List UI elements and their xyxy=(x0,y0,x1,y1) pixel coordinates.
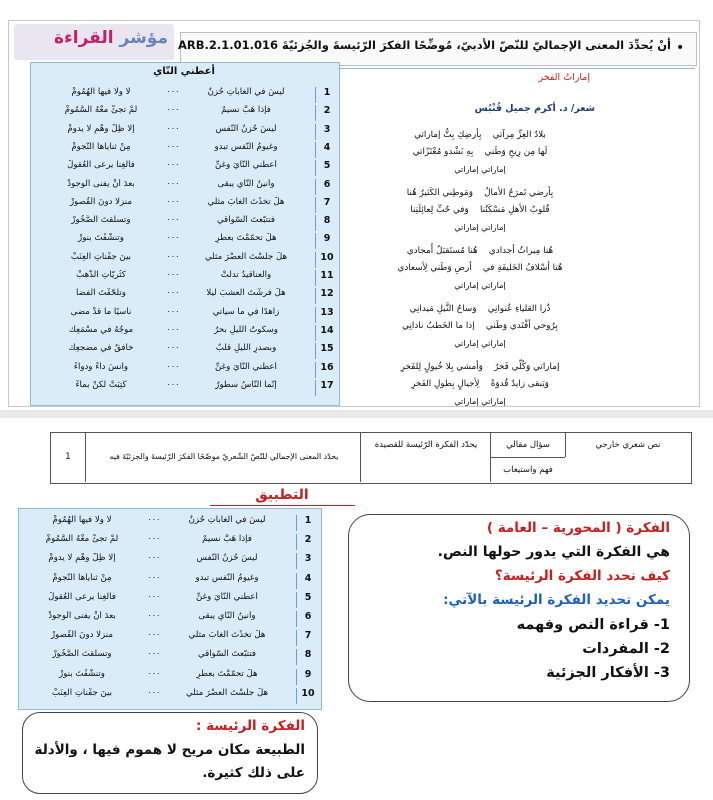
idea-step-1: 1- قراءة النص وفهمه xyxy=(516,617,670,633)
verse-divider xyxy=(296,553,297,569)
verse-first-hemistich: وَيَبقى زايدٌ قُدوَةً xyxy=(490,379,549,389)
table-skill: فهم واستيعاب xyxy=(503,465,553,475)
verse-divider xyxy=(296,630,297,646)
verse-divider xyxy=(315,160,316,176)
poem-table-bottom xyxy=(18,508,322,710)
verse-second-hemistich: فالغِنا يرعى العُقولْ xyxy=(67,160,135,171)
hemistich-separator: ٠٠٠ xyxy=(166,251,180,261)
refrain-text: إماراتي إماراتي xyxy=(454,164,506,174)
hemistich-separator: ٠٠٠ xyxy=(147,630,161,640)
verse-divider xyxy=(315,233,316,249)
hemistich-separator: ٠٠٠ xyxy=(147,572,161,582)
table-question-type: سؤال مقالي xyxy=(506,440,550,450)
idea-step-2: 2- المفردات xyxy=(582,641,670,657)
verse-second-hemistich: وَمَوطِني الكَثيرُ هُنا xyxy=(406,188,473,198)
anthem-verse xyxy=(350,205,610,215)
verse-first-hemistich: وأنينُ النّايِ يبقى xyxy=(198,611,256,621)
hemistich-separator: ٠٠٠ xyxy=(166,123,180,133)
verse-divider xyxy=(296,688,297,704)
verse-first-hemistich: هلْ تخذْتَ الغابَ مثلي xyxy=(207,196,285,207)
verse-second-hemistich: إذا ما الخَطبُ نادانِي xyxy=(402,321,475,331)
verse-number: 5 xyxy=(323,160,331,172)
table-outcome: يحدّد المعنى الإجمالي للنّصّ الشّعريّ موضّحًا الفكرَ الرّئيسةَ والجزئيّةَ فيه xyxy=(109,452,339,461)
idea-definition: هي الفكرة التي يدور حولها النص. xyxy=(437,544,670,560)
verse-first-hemistich: بِرُوحي أفْتَدي وَطَني xyxy=(485,321,558,331)
table-task: يحدّد الفكرة الرّئيسة للقصيدة xyxy=(374,440,478,450)
verse-second-hemistich: وَأمشي بِلا خُيولٍ لِلفَخرِ xyxy=(400,362,483,372)
verse-first-hemistich: ليسَ حُزنُ النّفسِ xyxy=(215,123,277,134)
poem-row xyxy=(36,124,334,141)
table-divider xyxy=(490,457,565,458)
anthem-verse xyxy=(350,246,610,256)
verse-first-hemistich: وسكوتُ اللّيلِ بحرٌ xyxy=(214,324,278,335)
verse-first-hemistich: قُلوبُ الأهلِ مَسْكَنُنا xyxy=(479,205,550,215)
verse-first-hemistich: فإذا هَبَّ نسيمٌ xyxy=(202,534,252,545)
verse-first-hemistich: أعطني النّايَ وغنِّ xyxy=(215,160,277,171)
verse-divider xyxy=(315,362,316,378)
badge-word-reading: القراءة xyxy=(54,28,114,48)
verse-second-hemistich: بعدَ أنْ يفنى الوجودْ xyxy=(67,178,135,189)
poem-row xyxy=(23,611,315,628)
hemistich-separator: ٠٠٠ xyxy=(147,591,161,601)
verse-second-hemistich: لا ولا فيها الهُمُومْ xyxy=(52,515,112,525)
verse-number: 9 xyxy=(304,668,312,680)
anthem-refrain xyxy=(390,280,570,290)
hemistich-separator: ٠٠٠ xyxy=(166,196,180,206)
poem-row xyxy=(36,343,334,360)
poem-row xyxy=(23,553,315,570)
hemistich-separator: ٠٠٠ xyxy=(147,687,161,697)
verse-second-hemistich: وتسلّقتَ الصُّخُورْ xyxy=(71,215,131,226)
verse-first-hemistich: ليسَ في الغاباتِ حُزنٌ xyxy=(188,515,266,525)
verse-second-hemistich: وانسَ داءً ودواءْ xyxy=(73,361,129,372)
poem-row xyxy=(36,87,334,104)
outcome-code: ARB.2.1.01.016 xyxy=(177,38,278,52)
anthem-verse xyxy=(350,147,610,157)
verse-second-hemistich: مِنْ ثناياها النُّجومْ xyxy=(71,141,131,152)
verse-divider xyxy=(315,179,316,195)
verse-number: 6 xyxy=(323,178,331,190)
verse-number: 8 xyxy=(323,215,331,227)
hemistich-separator: ٠٠٠ xyxy=(166,160,180,170)
poem-row xyxy=(36,197,334,214)
hemistich-separator: ٠٠٠ xyxy=(147,611,161,620)
poem-row xyxy=(36,233,334,250)
verse-first-hemistich: بِأرضي تَمرَحُ الأمالُ xyxy=(484,188,554,198)
anthem-verse xyxy=(350,130,610,140)
verse-number: 6 xyxy=(304,611,312,622)
table-row-number: 1 xyxy=(65,452,71,462)
poem-row xyxy=(36,362,334,379)
verse-divider xyxy=(296,669,297,685)
verse-second-hemistich: وَساحُ النَّيلِ مَيدانِي xyxy=(409,304,477,314)
verse-second-hemistich: بينَ جفْناتِ العِنَبْ xyxy=(51,687,113,698)
verse-number: 8 xyxy=(304,649,312,661)
poem-row xyxy=(36,142,334,159)
verse-second-hemistich: وَفي حُبِّ لِعائِلَتِنا xyxy=(410,205,469,215)
verse-second-hemistich: كثُريّاتِ الذّهبْ xyxy=(76,270,126,280)
verse-first-hemistich: ليسَ في الغاباتِ حُزنٌ xyxy=(207,87,285,97)
verse-number: 14 xyxy=(320,324,334,336)
verse-number: 7 xyxy=(323,196,331,208)
hemistich-separator: ٠٠٠ xyxy=(166,379,180,389)
verse-first-hemistich: وبصدرِ اللّيلِ قلبٌ xyxy=(215,343,277,354)
verse-divider xyxy=(315,105,316,121)
badge-word-indicator: مؤشر xyxy=(119,28,168,48)
verse-first-hemistich: فإذا هَبَّ نسيمٌ xyxy=(221,105,271,116)
verse-divider xyxy=(296,534,297,550)
main-idea-text-line1: الطبيعة مكان مريح لا هموم فيها ، والأدلة xyxy=(34,742,305,758)
verse-second-hemistich: لمْ تجئْ معْهُ السُّمُومْ xyxy=(64,105,138,116)
verse-divider xyxy=(296,592,297,608)
verse-divider xyxy=(315,142,316,158)
poem-row xyxy=(36,252,334,269)
application-title: التطبيق xyxy=(255,487,309,503)
anthem-refrain xyxy=(390,164,570,174)
poem-row xyxy=(36,160,334,177)
verse-first-hemistich: هلْ جلسْتَ العصْرَ مثلي xyxy=(204,251,288,262)
verse-number: 16 xyxy=(320,361,334,373)
verse-number: 7 xyxy=(304,630,312,642)
verse-second-hemistich: منزلًا دونَ القُصورْ xyxy=(51,630,113,641)
idea-method-intro: يمكن تحديد الفكرة الرئيسة بالآتي: xyxy=(443,592,670,608)
hemistich-separator: ٠٠٠ xyxy=(147,515,161,524)
anthem-refrain xyxy=(390,396,570,406)
verse-first-hemistich: لَها مِن رِيحِ وَطَني xyxy=(484,147,548,157)
main-idea-text-line2: على ذلك كثيرة. xyxy=(202,765,305,781)
refrain-text: إماراتي إماراتي xyxy=(454,222,506,232)
verse-divider xyxy=(296,573,297,589)
verse-number: 3 xyxy=(323,123,331,135)
reading-indicator-title xyxy=(18,28,168,48)
verse-second-hemistich: مِنْ ثناياها النُّجومْ xyxy=(52,572,112,583)
anthem-verse xyxy=(350,321,610,331)
verse-first-hemistich: هلْ تخذْتَ الغابَ مثلي xyxy=(188,630,266,641)
refrain-text: إماراتي إماراتي xyxy=(454,280,506,290)
hemistich-separator: ٠٠٠ xyxy=(166,141,180,151)
verse-first-hemistich: فتتبّعتَ السّواقي xyxy=(217,215,275,226)
poem-row xyxy=(36,270,334,287)
idea-step-3: 3- الأفكار الجزئية xyxy=(546,665,670,681)
poem-row xyxy=(36,380,334,397)
verse-first-hemistich: والعناقيدُ تدلّتْ xyxy=(220,270,272,280)
verse-divider xyxy=(315,87,316,103)
verse-second-hemistich: خافقٌ في مضجعِكْ xyxy=(68,343,134,354)
verse-first-hemistich: أعطني النّايَ وغنِّ xyxy=(196,591,258,602)
poem-row xyxy=(23,515,315,532)
hemistich-separator: ٠٠٠ xyxy=(147,534,161,544)
poem-row xyxy=(23,592,315,609)
verse-first-hemistich: هلْ فرشْتَ العشبَ ليلًا xyxy=(206,288,286,299)
anthem-verse xyxy=(350,188,610,198)
outcome-statement: أنْ يُحدِّدَ المعنى الإجماليّ للنّصّ الأدبيّ، مُوضِّحًا الفكرَ الرّئيسةَ والجُزئيّةَ xyxy=(282,38,671,52)
table-text-type: نص شعري خارجي xyxy=(595,440,661,450)
main-idea-label: الفكرة الرئيسة : xyxy=(195,718,305,734)
verse-number: 4 xyxy=(304,572,312,584)
verse-first-hemistich: فتتبّعتَ السّواقي xyxy=(198,649,256,660)
verse-first-hemistich: بلادُ العِزِّ مِرآتي xyxy=(492,130,546,140)
verse-number: 17 xyxy=(320,379,334,391)
verse-first-hemistich: هلْ جلسْتَ العصْرَ مثلي xyxy=(185,687,269,698)
hemistich-separator: ٠٠٠ xyxy=(166,87,180,96)
verse-second-hemistich: وتنشّفْتَ بنورْ xyxy=(59,668,105,679)
verse-second-hemistich: لا ولا فيها الهُمُومْ xyxy=(71,87,131,97)
verse-divider xyxy=(315,197,316,213)
verse-divider xyxy=(315,343,316,359)
verse-divider xyxy=(296,649,297,665)
verse-second-hemistich: بِأرضِكِ بِتُّ إماراتي xyxy=(414,130,482,140)
verse-first-hemistich: إماراتي وَكُلّي فَخرٌ xyxy=(494,362,560,372)
table-divider xyxy=(85,432,86,482)
hemistich-separator: ٠٠٠ xyxy=(147,649,161,659)
verse-number: 10 xyxy=(320,251,334,263)
poem-row xyxy=(36,215,334,232)
poem-row xyxy=(36,325,334,342)
verse-number: 4 xyxy=(323,141,331,153)
poem-heading: أعطني النّاي xyxy=(153,66,215,77)
idea-heading: الفكرة ( المحورية – العامة ) xyxy=(486,520,670,536)
verse-divider xyxy=(315,307,316,323)
anthem-refrain xyxy=(390,338,570,348)
verse-divider xyxy=(315,288,316,304)
refrain-text: إماراتي إماراتي xyxy=(454,338,506,348)
refrain-text: إماراتي إماراتي xyxy=(454,396,506,406)
table-divider xyxy=(360,432,361,482)
verse-second-hemistich: لمْ تجئْ معْهُ السُّمُومْ xyxy=(45,534,119,545)
poem-row xyxy=(23,649,315,666)
verse-number: 12 xyxy=(320,288,334,300)
verse-second-hemistich: هُنا مُستَقبَلُ أَمجادي xyxy=(406,246,478,256)
hemistich-separator: ٠٠٠ xyxy=(147,553,161,563)
verse-first-hemistich: وغيومُ النّفسِ تبدو xyxy=(195,572,259,583)
verse-divider xyxy=(315,325,316,341)
hemistich-separator: ٠٠٠ xyxy=(166,270,180,279)
verse-first-hemistich: وغيومُ النّفسِ تبدو xyxy=(214,141,278,152)
idea-question: كيف نحدد الفكرة الرئيسة؟ xyxy=(494,568,670,584)
poem-row xyxy=(23,669,315,686)
verse-first-hemistich: هُنا أسْلافُ الخَليفَةِ في xyxy=(482,263,563,273)
verse-number: 11 xyxy=(320,270,334,281)
verse-first-hemistich: هُنا مِيراثُ أجدادي xyxy=(488,246,554,256)
poem-row xyxy=(36,307,334,324)
anthem-verse xyxy=(350,379,610,389)
verse-number: 2 xyxy=(323,105,331,117)
verse-number: 15 xyxy=(320,343,334,355)
hemistich-separator: ٠٠٠ xyxy=(166,288,180,298)
hemistich-separator: ٠٠٠ xyxy=(166,306,180,316)
anthem-verse xyxy=(350,263,610,273)
verse-number: 9 xyxy=(323,233,331,245)
verse-second-hemistich: بينَ جفْناتِ العِنَبْ xyxy=(70,251,132,262)
hemistich-separator: ٠٠٠ xyxy=(166,343,180,353)
verse-second-hemistich: وتنشّفْتَ بنورْ xyxy=(78,233,124,244)
anthem-title: إماراتُ الفخر xyxy=(538,72,590,83)
verse-second-hemistich: موجُهُ في مسْمَعِكْ xyxy=(68,324,134,335)
verse-divider xyxy=(296,611,297,627)
hemistich-separator: ٠٠٠ xyxy=(166,105,180,115)
verse-second-hemistich: فالغِنا يرعى العُقولْ xyxy=(48,591,116,602)
verse-second-hemistich: ناسيًا ما قدْ مضى xyxy=(70,306,132,317)
verse-number: 5 xyxy=(304,591,312,603)
poem-row xyxy=(23,573,315,590)
verse-first-hemistich: ليسَ حُزنُ النّفسِ xyxy=(196,553,258,564)
verse-divider xyxy=(315,215,316,231)
verse-first-hemistich: زاهدًا في ما سيأتي xyxy=(212,306,280,317)
verse-divider xyxy=(315,252,316,268)
poem-row xyxy=(36,179,334,196)
verse-second-hemistich: لِأجيالٍ بِطولِ الفَخرِ xyxy=(411,379,480,389)
verse-second-hemistich: كُتِبَتْ لكنْ بماءْ xyxy=(75,379,127,390)
verse-second-hemistich: منزلًا دونَ القُصورْ xyxy=(70,196,132,207)
poem-row xyxy=(36,105,334,122)
poem-row xyxy=(23,534,315,551)
verse-first-hemistich: هلْ تحمّمْتَ بعطرٍ xyxy=(215,233,277,244)
verse-first-hemistich: وأنينُ النّايِ يبقى xyxy=(217,178,275,189)
verse-number: 2 xyxy=(304,534,312,546)
verse-first-hemistich: هلْ تحمّمْتَ بعطرٍ xyxy=(196,668,258,679)
poem-row xyxy=(23,630,315,647)
verse-divider xyxy=(315,270,316,286)
title-underline xyxy=(210,505,355,506)
anthem-verse xyxy=(350,362,610,372)
verse-second-hemistich: بِهِ نَشْدو مُعْتَزّاتي xyxy=(412,147,474,157)
verse-number: 1 xyxy=(323,87,331,98)
anthem-verse xyxy=(350,304,610,314)
verse-number: 1 xyxy=(304,515,312,526)
table-divider xyxy=(565,432,566,457)
hemistich-separator: ٠٠٠ xyxy=(166,215,180,225)
hemistich-separator: ٠٠٠ xyxy=(166,233,180,243)
verse-second-hemistich: إلّا ظِلُّ وهْمٍ لا يدومْ xyxy=(48,553,116,564)
verse-second-hemistich: بعدَ أنْ يفنى الوجودْ xyxy=(48,611,116,621)
verse-first-hemistich: أعطني النّايَ وغنِّ xyxy=(215,361,277,372)
anthem-author: شعر/ د. أكرم جميل قُنْبُس xyxy=(474,103,595,114)
verse-number: 10 xyxy=(301,687,315,699)
verse-second-hemistich: إلّا ظِلُّ وهْمٍ لا يدومْ xyxy=(67,123,135,134)
verse-first-hemistich: إنّما النّاسُ سطورٌ xyxy=(215,379,277,390)
verse-divider xyxy=(315,380,316,396)
verse-second-hemistich: وتسلّقتَ الصُّخُورْ xyxy=(52,649,112,660)
verse-divider xyxy=(296,515,297,531)
hemistich-separator: ٠٠٠ xyxy=(147,668,161,678)
poem-row xyxy=(23,688,315,705)
bullet-icon: • xyxy=(676,40,685,56)
anthem-refrain xyxy=(390,222,570,232)
verse-second-hemistich: أرضِ وَطَني لِأسعادي xyxy=(397,263,472,273)
verse-number: 13 xyxy=(320,306,334,318)
verse-first-hemistich: ذُرا العَلياءِ عُنوانِي xyxy=(487,304,551,314)
verse-divider xyxy=(315,124,316,140)
hemistich-separator: ٠٠٠ xyxy=(166,324,180,334)
poem-row xyxy=(36,288,334,305)
hemistich-separator: ٠٠٠ xyxy=(166,361,180,371)
verse-number: 3 xyxy=(304,553,312,565)
learning-outcome xyxy=(177,38,671,52)
page-separator xyxy=(0,410,713,418)
verse-second-hemistich: وتلحّفْتَ الفضا xyxy=(76,288,126,299)
hemistich-separator: ٠٠٠ xyxy=(166,178,180,188)
